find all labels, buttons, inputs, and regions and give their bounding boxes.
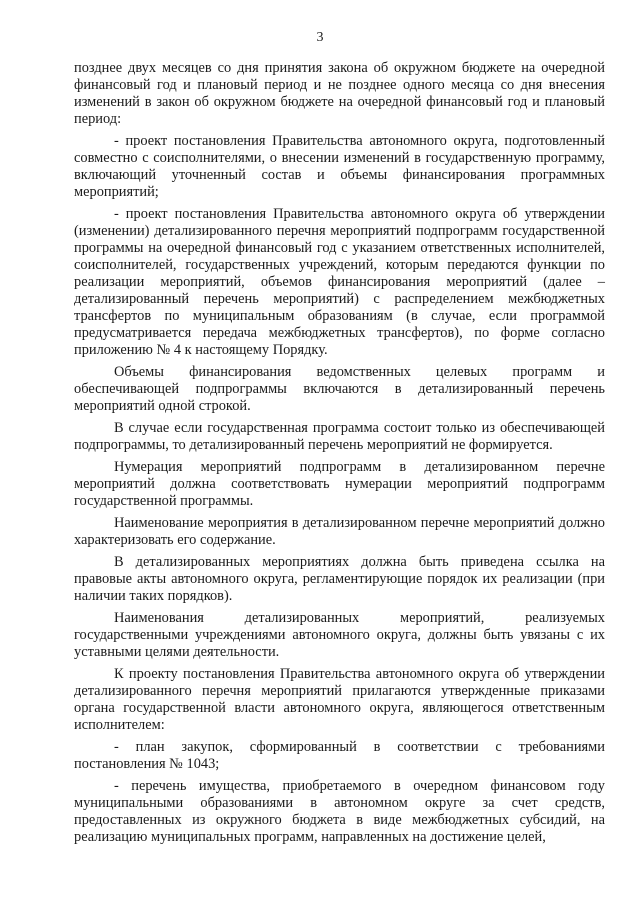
paragraph-attachments: К проекту постановления Правительства автономного округа об утверждении детализированного перечня мероприятий прилагаются утвержденные приказами органа государственной власти автономного округа, являющегося ответственным исполнителем: <box>74 666 605 733</box>
paragraph-legal-acts: В детализированных мероприятиях должна быть приведена ссылка на правовые акты автономного округа, регламентирующие порядок их реализации (при наличии таких порядков). <box>74 554 605 604</box>
paragraph-institutions: Наименования детализированных мероприятий, реализуемых государственными учреждениями автономного округа, должны быть увязаны с их уставными целями деятельности. <box>74 610 605 660</box>
page-number: 3 <box>316 30 324 45</box>
list-item-procurement-plan: - план закупок, сформированный в соответствии с требованиями постановления № 1043; <box>74 739 605 772</box>
paragraph-naming: Наименование мероприятия в детализированном перечне мероприятий должно характеризовать его содержание. <box>74 515 605 548</box>
paragraph-deadline: позднее двух месяцев со дня принятия закона об окружном бюджете на очередной финансовый год и плановый период и не позднее одного месяца со дня внесения изменений в закон об окружном бюджете на очередной финансовый год и плановый период: <box>74 60 605 127</box>
document-body <box>74 60 605 846</box>
paragraph-draft-resolution-amendments: - проект постановления Правительства автономного округа, подготовленный совместно с соисполнителями, о внесении изменений в государственную программу, включающий уточненный состав и объемы финансирования программных мероприятий; <box>74 133 605 200</box>
paragraph-supporting-subprogram: В случае если государственная программа состоит только из обеспечивающей подпрограммы, то детализированный перечень мероприятий не формируется. <box>74 420 605 453</box>
paragraph-draft-resolution-detailed-list: - проект постановления Правительства автономного округа об утверждении (изменении) детализированного перечня мероприятий подпрограмм государственной программы на очередной финансовый год с указанием ответственных исполнителей, соисполнителей, государственных учреждений, которым передаются функции по реализации мероприятий, объемов финансирования мероприятий (далее – детализированный перечень мероприятий) с распределением межбюджетных трансфертов по муниципальным образованиям (в случае, если программой предусматривается передача межбюджетных трансфертов), по форме согласно приложению № 4 к настоящему Порядку. <box>74 206 605 358</box>
list-item-property-list: - перечень имущества, приобретаемого в очередном финансовом году муниципальными образованиями в автономном округе за счет средств, предоставленных из окружного бюджета в виде межбюджетных субсидий, на реализацию муниципальных программ, направленных на достижение целей, <box>74 778 605 845</box>
paragraph-funding-one-line: Объемы финансирования ведомственных целевых программ и обеспечивающей подпрограммы включаются в детализированный перечень мероприятий одной строкой. <box>74 364 605 414</box>
paragraph-numbering: Нумерация мероприятий подпрограмм в детализированном перечне мероприятий должна соответствовать нумерации мероприятий подпрограмм государственной программы. <box>74 459 605 509</box>
